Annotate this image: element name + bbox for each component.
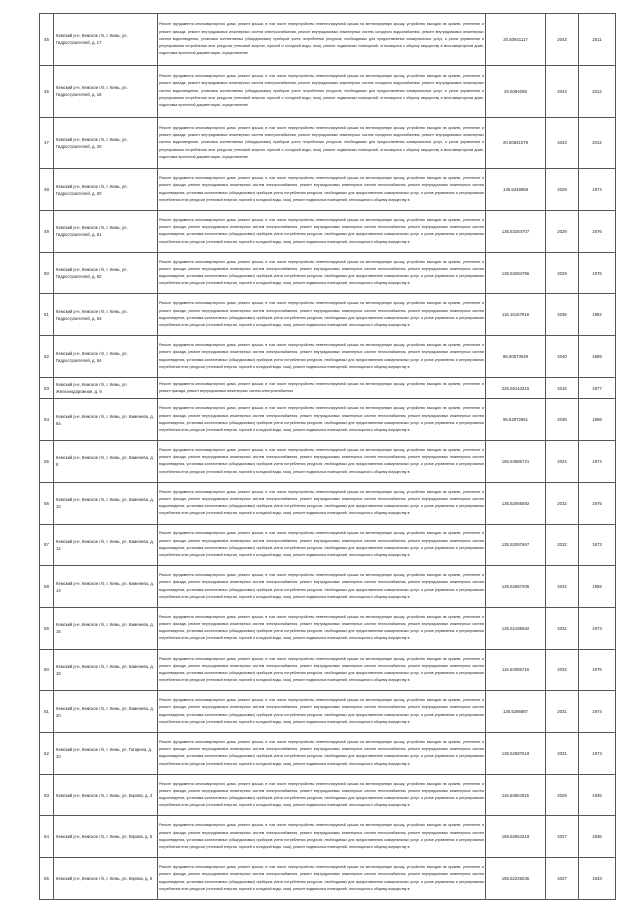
planned-year: 2028 [546,774,579,816]
house-address: Кемский р-н, Кемское г/п, г. Кемь, ул. Железнодорожная, д. 9 [54,377,158,399]
table-row [40,294,616,336]
construction-year: 1976 [579,649,616,691]
repair-cost: 155.64586721 [486,441,546,483]
planned-year: 2038 [546,399,579,441]
house-address: Кемский р-н, Кемское г/п, г. Кемь, ул. Гидростроителей, д. 18 [54,65,158,117]
repair-works-list: Ремонт фундамента многоквартирного дома, ремонт крыши, в том числе переустройство невентилируемой крыши на вентилируемую крышу, устройство выходов на кровлю, утепление и ремонт фасада, ремонт внутридомовых инженерных систем электроснабжения, ремонт внутридомовых инженерных систем теплоснабжения, ремонт внутридомовых инженерных систем водоотведения, установка коллективных (общедомовых) приборов учета потребления ресурсов, необходимых для предоставления коммунальных услуг, и узлов управления и регулирования потребления этих ресурсов (тепловой энергии, горячей и холодной воды, газа), ремонт подвальных помещений, относящихся к общему имуществу в [158,294,486,336]
planned-year: 2031 [546,607,579,649]
repair-cost: 135.5286887 [486,691,546,733]
row-number: 50 [40,252,54,294]
construction-year: 2012 [579,65,616,117]
row-number: 49 [40,211,54,253]
table-row [40,524,616,566]
row-number: 62 [40,733,54,775]
repair-works-list: Ремонт фундамента многоквартирного дома, ремонт крыши, в том числе переустройство невентилируемой крыши на вентилируемую крышу, устройство выходов на кровлю, утепление и ремонт фасада, ремонт внутридомовых инженерных систем электроснабжения, ремонт внутридомовых инженерных систем теплоснабжения, ремонт внутридомовых инженерных систем водоотведения, установка коллективных (общедомовых) приборов учета потребления ресурсов, необходимых для предоставления коммунальных услуг, и узлов управления и регулирования потребления этих ресурсов (тепловой энергии, горячей и холодной воды, газа), ремонт подвальных помещений, относящихся к общему имуществу в [158,816,486,858]
row-number: 52 [40,336,54,378]
table-row [40,482,616,524]
repair-works-list: Ремонт фундамента многоквартирного дома, ремонт крыши, в том числе переустройство невентилируемой крыши на вентилируемую крышу, устройство выходов на кровлю, утепление и ремонт фасада, ремонт внутридомовых инженерных систем электроснабжения, ремонт внутридомовых инженерных систем теплоснабжения, ремонт внутридомовых инженерных систем водоотведения, установка коллективных (общедомовых) приборов учета потребления ресурсов, необходимых для предоставления коммунальных услуг, и узлов управления и регулирования потребления этих ресурсов (тепловой энергии, горячей и холодной воды, газа), ремонт подвальных помещений, относящихся к общему имуществу в [158,858,486,900]
repair-cost: 96.52972851 [486,399,546,441]
repair-works-list: Ремонт фундамента многоквартирного дома, ремонт крыши, в том числе переустройство невентилируемой крыши на вентилируемую крышу, устройство выходов на кровлю, утепление и ремонт фасада, ремонт внутридомовых инженерных систем электроснабжения, ремонт внутридомовых инженерных систем теплоснабжения, ремонт внутридомовых инженерных систем водоотведения, установка коллективных (общедомовых) приборов учета потребления ресурсов, необходимых для предоставления коммунальных услуг, и узлов управления и регулирования потребления этих ресурсов (тепловой энергии, горячей и холодной воды, газа), ремонт подвальных помещений, относящихся к общему имуществу в [158,441,486,483]
planned-year: 2029 [546,252,579,294]
construction-year: 1975 [579,482,616,524]
construction-year: 1982 [579,294,616,336]
row-number: 60 [40,649,54,691]
repair-works-list: Ремонт фундамента многоквартирного дома, ремонт крыши, в том числе переустройство невентилируемой крыши на вентилируемую крышу, устройство выходов на кровлю, утепление и ремонт фасада, ремонт внутридомовых инженерных систем электроснабжения, ремонт внутридомовых инженерных систем теплоснабжения, ремонт внутридомовых инженерных систем водоотведения, установка коллективных (общедомовых) приборов учета потребления ресурсов, необходимых для предоставления коммунальных услуг, и узлов управления и регулирования потребления этих ресурсов (тепловой энергии, горячей и холодной воды, газа), ремонт подвальных помещений, относящихся к общему имуществу в [158,211,486,253]
repair-cost: 135.53284796 [486,252,546,294]
table-row [40,858,616,900]
planned-year: 2031 [546,691,579,733]
house-address: Кемский р-н, Кемское г/п, г. Кемь, ул. Каменева, д. 16 [54,607,158,649]
table-row [40,14,616,66]
table-row [40,649,616,691]
planned-year: 2035 [546,294,579,336]
row-number: 63 [40,774,54,816]
table-row [40,816,616,858]
construction-year: 1976 [579,211,616,253]
row-number: 59 [40,607,54,649]
repair-cost: 135.52087667 [486,524,546,566]
planned-year: 2043 [546,14,579,66]
house-address: Кемский р-н, Кемское г/п, г. Кемь, ул. Гидростроителей, д. 60 [54,169,158,211]
repair-cost: 135.52195592 [486,607,546,649]
planned-year: 2032 [546,524,579,566]
repair-works-list: Ремонт фундамента многоквартирного дома, ремонт крыши, в том числе переустройство невентилируемой крыши на вентилируемую крышу, устройство выходов на кровлю, утепление и ремонт фасада, ремонт внутридомовых инженерных систем электроснабжения [158,377,486,399]
table-row [40,169,616,211]
row-number: 48 [40,169,54,211]
table-row [40,65,616,117]
planned-year: 2027 [546,816,579,858]
repair-works-list: Ремонт фундамента многоквартирного дома, ремонт крыши, в том числе переустройство невентилируемой крыши на вентилируемую крышу, устройство выходов на кровлю, утепление и ремонт фасада, ремонт внутридомовых инженерных систем электроснабжения, ремонт внутридомовых инженерных систем теплоснабжения, ремонт внутридомовых инженерных систем водоотведения, установка коллективных (общедомовых) приборов учета потребления ресурсов, необходимых для предоставления коммунальных услуг, и узлов управления и регулирования потребления этих ресурсов (тепловой энергии, горячей и холодной воды, газа), ремонт подвальных помещений, относящихся к общему имуществу в [158,252,486,294]
table-body [40,14,616,900]
table-row [40,441,616,483]
repair-works-list: Ремонт фундамента многоквартирного дома, ремонт крыши, в том числе переустройство невентилируемой крыши на вентилируемую крышу, устройство выходов на кровлю, утепление и ремонт фасада, ремонт внутридомовых инженерных систем электроснабжения, ремонт внутридомовых инженерных систем теплоснабжения, ремонт внутридомовых инженерных систем водоотведения, установка коллективных (общедомовых) приборов учета потребления ресурсов, необходимых для предоставления коммунальных услуг, и узлов управления и регулирования потребления этих ресурсов (тепловой энергии, горячей и холодной воды, газа), ремонт подвальных помещений, относящихся к общему имуществу в [158,607,486,649]
repair-works-list: Ремонт фундамента многоквартирного дома, ремонт крыши, в том числе переустройство невентилируемой крыши на вентилируемую крышу, устройство выходов на кровлю, утепление и ремонт фасада, ремонт внутридомовых инженерных систем электроснабжения, ремонт внутридомовых инженерных систем холодного водоснабжения, ремонт внутридомовых инженерных систем водоотведения, установка коллективных (общедомовых) приборов учета потребления ресурсов, необходимых для предоставления коммунальных услуг, и узлов управления и регулирования потребления этих ресурсов (тепловой энергии, горячей и холодной воды, газа), ремонт подвальных помещений, относящихся к общему имуществу в многоквартирном доме, подготовка проектной документации, осуществление [158,14,486,66]
repair-works-list: Ремонт фундамента многоквартирного дома, ремонт крыши, в том числе переустройство невентилируемой крыши на вентилируемую крышу, устройство выходов на кровлю, утепление и ремонт фасада, ремонт внутридомовых инженерных систем электроснабжения, ремонт внутридомовых инженерных систем теплоснабжения, ремонт внутридомовых инженерных систем водоотведения, установка коллективных (общедомовых) приборов учета потребления ресурсов, необходимых для предоставления коммунальных услуг, и узлов управления и регулирования потребления этих ресурсов (тепловой энергии, горячей и холодной воды, газа), ремонт подвальных помещений, относящихся к общему имуществу в [158,169,486,211]
table-row [40,566,616,608]
construction-year: 1973 [579,607,616,649]
repair-cost: 115.53085716 [486,649,546,691]
table-row [40,377,616,399]
row-number: 58 [40,566,54,608]
repair-cost: 20.50841117 [486,14,546,66]
repair-works-list: Ремонт фундамента многоквартирного дома, ремонт крыши, в том числе переустройство невентилируемой крыши на вентилируемую крышу, устройство выходов на кровлю, утепление и ремонт фасада, ремонт внутридомовых инженерных систем электроснабжения, ремонт внутридомовых инженерных систем теплоснабжения, ремонт внутридомовых инженерных систем водоотведения, установка коллективных (общедомовых) приборов учета потребления ресурсов, необходимых для предоставления коммунальных услуг, и узлов управления и регулирования потребления этих ресурсов (тепловой энергии, горячей и холодной воды, газа), ремонт подвальных помещений, относящихся к общему имуществу в [158,399,486,441]
planned-year: 2043 [546,65,579,117]
planned-year: 2032 [546,482,579,524]
house-address: Кемский р-н, Кемское г/п, г. Кемь, ул. Гидростроителей, д. 63 [54,294,158,336]
housing-repair-table [39,13,616,900]
construction-year: 2012 [579,117,616,169]
table-row [40,733,616,775]
house-address: Кемский р-н, Кемское г/п, г. Кемь, ул. Каменева, д. 8 [54,441,158,483]
row-number: 55 [40,441,54,483]
planned-year: 2029 [546,169,579,211]
row-number: 46 [40,65,54,117]
planned-year: 2033 [546,649,579,691]
row-number: 57 [40,524,54,566]
repair-cost: 135.53284707 [486,211,546,253]
repair-cost: 155.52564219 [486,816,546,858]
construction-year: 1976 [579,252,616,294]
construction-year: 1973 [579,733,616,775]
planned-year: 2024 [546,441,579,483]
row-number: 47 [40,117,54,169]
row-number: 54 [40,399,54,441]
repair-works-list: Ремонт фундамента многоквартирного дома, ремонт крыши, в том числе переустройство невентилируемой крыши на вентилируемую крышу, устройство выходов на кровлю, утепление и ремонт фасада, ремонт внутридомовых инженерных систем электроснабжения, ремонт внутридомовых инженерных систем теплоснабжения, ремонт внутридомовых инженерных систем водоотведения, установка коллективных (общедомовых) приборов учета потребления ресурсов, необходимых для предоставления коммунальных услуг, и узлов управления и регулирования потребления этих ресурсов (тепловой энергии, горячей и холодной воды, газа), ремонт подвальных помещений, относящихся к общему имуществу в [158,336,486,378]
house-address: Кемский р-н, Кемское г/п, г. Кемь, ул. Кирова, д. 5 [54,816,158,858]
table-row [40,336,616,378]
construction-year: 1973 [579,524,616,566]
planned-year: 2027 [546,858,579,900]
construction-year: 1936 [579,816,616,858]
row-number: 45 [40,14,54,66]
house-address: Кемский р-н, Кемское г/п, г. Кемь, ул. Каменева, д. 10 [54,482,158,524]
repair-cost: 155.52226035 [486,858,546,900]
repair-cost: 116.53604015 [486,774,546,816]
house-address: Кемский р-н, Кемское г/п, г. Кемь, ул. Гидростроителей, д. 64 [54,336,158,378]
construction-year: 1989 [579,336,616,378]
table-row [40,691,616,733]
planned-year: 2016 [546,377,579,399]
house-address: Кемский р-н, Кемское г/п, г. Кемь, ул. Каменева, д. 14 [54,566,158,608]
house-address: Кемский р-н, Кемское г/п, г. Кемь, ул. Гидростроителей, д. 61 [54,211,158,253]
table-row [40,399,616,441]
row-number: 56 [40,482,54,524]
construction-year: 1974 [579,169,616,211]
planned-year: 2040 [546,336,579,378]
house-address: Кемский р-н, Кемское г/п, г. Кемь, ул. Кирова, д. 6 [54,858,158,900]
construction-year: 2011 [579,14,616,66]
construction-year: 1935 [579,774,616,816]
house-address: Кемский р-н, Кемское г/п, г. Кемь, ул. Кирова, д. 4 [54,774,158,816]
repair-cost: 115.16167918 [486,294,546,336]
repair-works-list: Ремонт фундамента многоквартирного дома, ремонт крыши, в том числе переустройство невентилируемой крыши на вентилируемую крышу, устройство выходов на кровлю, утепление и ремонт фасада, ремонт внутридомовых инженерных систем электроснабжения, ремонт внутридомовых инженерных систем теплоснабжения, ремонт внутридомовых инженерных систем водоотведения, установка коллективных (общедомовых) приборов учета потребления ресурсов, необходимых для предоставления коммунальных услуг, и узлов управления и регулирования потребления этих ресурсов (тепловой энергии, горячей и холодной воды, газа), ремонт подвальных помещений, относящихся к общему имуществу в [158,774,486,816]
house-address: Кемский р-н, Кемское г/п, г. Кемь, ул. Гидростроителей, д. 20 [54,117,158,169]
repair-cost: 20.5084088 [486,65,546,117]
repair-works-list: Ремонт фундамента многоквартирного дома, ремонт крыши, в том числе переустройство невентилируемой крыши на вентилируемую крышу, устройство выходов на кровлю, утепление и ремонт фасада, ремонт внутридомовых инженерных систем электроснабжения, ремонт внутридомовых инженерных систем теплоснабжения, ремонт внутридомовых инженерных систем водоотведения, установка коллективных (общедомовых) приборов учета потребления ресурсов, необходимых для предоставления коммунальных услуг, и узлов управления и регулирования потребления этих ресурсов (тепловой энергии, горячей и холодной воды, газа), ремонт подвальных помещений, относящихся к общему имуществу в [158,524,486,566]
repair-works-list: Ремонт фундамента многоквартирного дома, ремонт крыши, в том числе переустройство невентилируемой крыши на вентилируемую крышу, устройство выходов на кровлю, утепление и ремонт фасада, ремонт внутридомовых инженерных систем электроснабжения, ремонт внутридомовых инженерных систем теплоснабжения, ремонт внутридомовых инженерных систем водоотведения, установка коллективных (общедомовых) приборов учета потребления ресурсов, необходимых для предоставления коммунальных услуг, и узлов управления и регулирования потребления этих ресурсов (тепловой энергии, горячей и холодной воды, газа), ремонт подвальных помещений, относящихся к общему имуществу в [158,482,486,524]
repair-cost: 135.52065592 [486,482,546,524]
table-row [40,211,616,253]
house-address: Кемский р-н, Кемское г/п, г. Кемь, ул. Гидростроителей, д. 62 [54,252,158,294]
repair-cost: 86.60573549 [486,336,546,378]
construction-year: 1974 [579,691,616,733]
table-row [40,607,616,649]
house-address: Кемский р-н, Кемское г/п, г. Кемь, ул. Каменева, д. 12 [54,524,158,566]
planned-year: 2031 [546,733,579,775]
repair-works-list: Ремонт фундамента многоквартирного дома, ремонт крыши, в том числе переустройство невентилируемой крыши на вентилируемую крышу, устройство выходов на кровлю, утепление и ремонт фасада, ремонт внутридомовых инженерных систем электроснабжения, ремонт внутридомовых инженерных систем теплоснабжения, ремонт внутридомовых инженерных систем водоотведения, установка коллективных (общедомовых) приборов учета потребления ресурсов, необходимых для предоставления коммунальных услуг, и узлов управления и регулирования потребления этих ресурсов (тепловой энергии, горячей и холодной воды, газа), ремонт подвальных помещений, относящихся к общему имуществу в [158,566,486,608]
table-row [40,117,616,169]
table-row [40,252,616,294]
house-address: Кемский р-н, Кемское г/п, г. Кемь, ул. Каменева, д. 6а [54,399,158,441]
row-number: 61 [40,691,54,733]
house-address: Кемский р-н, Кемское г/п, г. Кемь, ул. Гагарина, д. 10 [54,733,158,775]
planned-year: 2032 [546,566,579,608]
construction-year: 1969 [579,566,616,608]
repair-works-list: Ремонт фундамента многоквартирного дома, ремонт крыши, в том числе переустройство невентилируемой крыши на вентилируемую крышу, устройство выходов на кровлю, утепление и ремонт фасада, ремонт внутридомовых инженерных систем электроснабжения, ремонт внутридомовых инженерных систем теплоснабжения, ремонт внутридомовых инженерных систем водоотведения, установка коллективных (общедомовых) приборов учета потребления ресурсов, необходимых для предоставления коммунальных услуг, и узлов управления и регулирования потребления этих ресурсов (тепловой энергии, горячей и холодной воды, газа), ремонт подвальных помещений, относящихся к общему имуществу в [158,733,486,775]
construction-year: 1974 [579,441,616,483]
repair-cost: 135.5349958 [486,169,546,211]
repair-cost: 135.52687206 [486,566,546,608]
row-number: 64 [40,816,54,858]
repair-works-list: Ремонт фундамента многоквартирного дома, ремонт крыши, в том числе переустройство невентилируемой крыши на вентилируемую крышу, устройство выходов на кровлю, утепление и ремонт фасада, ремонт внутридомовых инженерных систем электроснабжения, ремонт внутридомовых инженерных систем холодного водоснабжения, ремонт внутридомовых инженерных систем водоотведения, установка коллективных (общедомовых) приборов учета потребления ресурсов, необходимых для предоставления коммунальных услуг, и узлов управления и регулирования потребления этих ресурсов (тепловой энергии, горячей и холодной воды, газа), ремонт подвальных помещений, относящихся к общему имуществу в многоквартирном доме, подготовка проектной документации, осуществление [158,65,486,117]
house-address: Кемский р-н, Кемское г/п, г. Кемь, ул. Каменева, д. 18 [54,649,158,691]
row-number: 65 [40,858,54,900]
construction-year: 1933 [579,858,616,900]
house-address: Кемский р-н, Кемское г/п, г. Кемь, ул. Каменева, д. 20 [54,691,158,733]
repair-works-list: Ремонт фундамента многоквартирного дома, ремонт крыши, в том числе переустройство невентилируемой крыши на вентилируемую крышу, устройство выходов на кровлю, утепление и ремонт фасада, ремонт внутридомовых инженерных систем электроснабжения, ремонт внутридомовых инженерных систем теплоснабжения, ремонт внутридомовых инженерных систем водоотведения, установка коллективных (общедомовых) приборов учета потребления ресурсов, необходимых для предоставления коммунальных услуг, и узлов управления и регулирования потребления этих ресурсов (тепловой энергии, горячей и холодной воды, газа), ремонт подвальных помещений, относящихся к общему имуществу в [158,649,486,691]
planned-year: 2029 [546,211,579,253]
repair-cost: 20.50841079 [486,117,546,169]
row-number: 53 [40,377,54,399]
repair-cost: 135.52587519 [486,733,546,775]
planned-year: 2043 [546,117,579,169]
construction-year: 1977 [579,377,616,399]
repair-cost: 225.56143315 [486,377,546,399]
table-row [40,774,616,816]
row-number: 51 [40,294,54,336]
house-address: Кемский р-н, Кемское г/п, г. Кемь, ул. Гидростроителей, д. 17 [54,14,158,66]
repair-works-list: Ремонт фундамента многоквартирного дома, ремонт крыши, в том числе переустройство невентилируемой крыши на вентилируемую крышу, устройство выходов на кровлю, утепление и ремонт фасада, ремонт внутридомовых инженерных систем электроснабжения, ремонт внутридомовых инженерных систем холодного водоснабжения, ремонт внутридомовых инженерных систем водоотведения, установка коллективных (общедомовых) приборов учета потребления ресурсов, необходимых для предоставления коммунальных услуг, и узлов управления и регулирования потребления этих ресурсов (тепловой энергии, горячей и холодной воды, газа), ремонт подвальных помещений, относящихся к общему имуществу в многоквартирном доме, подготовка проектной документации, осуществление [158,117,486,169]
construction-year: 1988 [579,399,616,441]
repair-works-list: Ремонт фундамента многоквартирного дома, ремонт крыши, в том числе переустройство невентилируемой крыши на вентилируемую крышу, устройство выходов на кровлю, утепление и ремонт фасада, ремонт внутридомовых инженерных систем электроснабжения, ремонт внутридомовых инженерных систем теплоснабжения, ремонт внутридомовых инженерных систем водоотведения, установка коллективных (общедомовых) приборов учета потребления ресурсов, необходимых для предоставления коммунальных услуг, и узлов управления и регулирования потребления этих ресурсов (тепловой энергии, горячей и холодной воды, газа), ремонт подвальных помещений, относящихся к общему имуществу в [158,691,486,733]
